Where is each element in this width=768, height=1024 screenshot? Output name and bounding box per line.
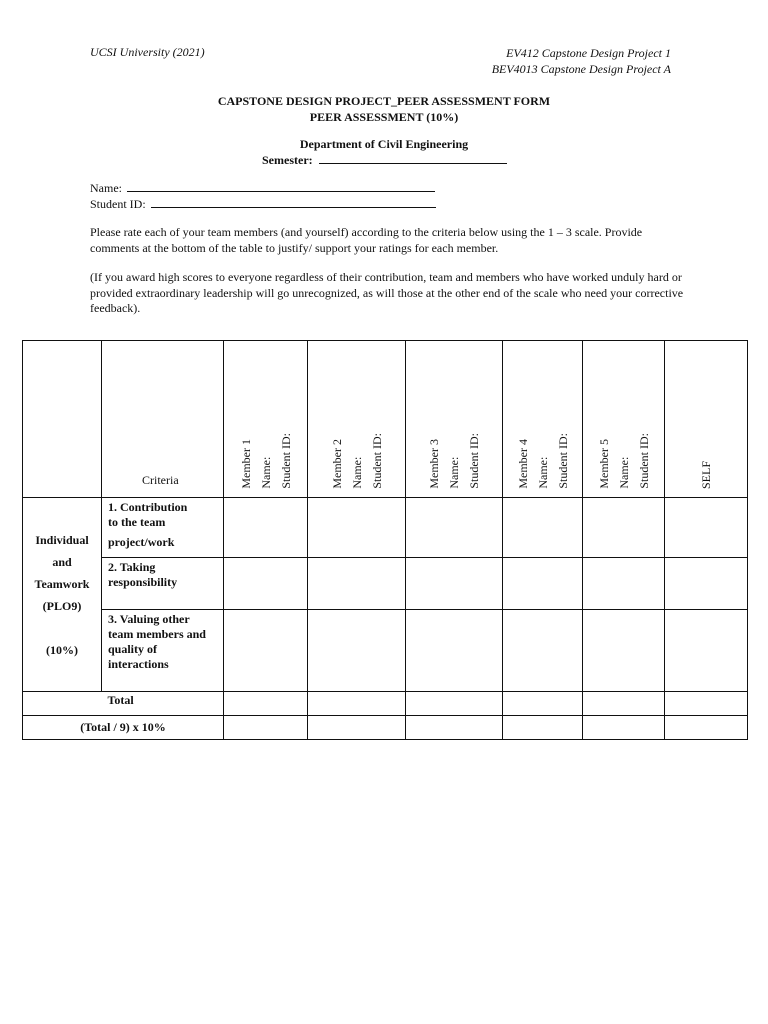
semester-label: Semester:: [262, 153, 313, 167]
member-2-student-id-label: Student ID:: [369, 433, 384, 489]
total-cell-m1[interactable]: [224, 692, 308, 716]
member-2-header: [308, 341, 406, 498]
weighted-cell-m3[interactable]: [406, 716, 503, 740]
criterion-3-line4: interactions: [108, 657, 169, 671]
criterion-2-line1: 2. Taking: [108, 560, 156, 574]
member-5-name-label: Name:: [616, 457, 631, 489]
criterion-1-line3: project/work: [108, 535, 175, 549]
member-1-name-label: Name:: [258, 457, 273, 489]
semester-field[interactable]: [262, 152, 507, 168]
member-1-student-id-label: Student ID:: [278, 433, 293, 489]
group-line1: Individual: [35, 532, 89, 547]
score-cell-c1-self[interactable]: [665, 498, 748, 558]
header-university: UCSI University (2021): [90, 45, 205, 59]
total-cell-m2[interactable]: [308, 692, 406, 716]
form-title-line2: PEER ASSESSMENT (10%): [309, 110, 459, 124]
score-cell-c1-m1[interactable]: [224, 498, 308, 558]
weighted-cell-m4[interactable]: [503, 716, 583, 740]
total-label: Total: [102, 692, 224, 716]
weighted-total-label: (Total / 9) x 10%: [23, 716, 224, 740]
total-row-blank: [23, 692, 102, 716]
peer-assessment-table: [22, 340, 748, 740]
student-id-field[interactable]: [90, 196, 436, 212]
score-cell-c1-m5[interactable]: [583, 498, 665, 558]
score-cell-c1-m2[interactable]: [308, 498, 406, 558]
weighted-cell-m2[interactable]: [308, 716, 406, 740]
member-4-header: [503, 341, 583, 498]
criterion-3-line1: 3. Valuing other: [108, 612, 190, 626]
member-3-name-label: Name:: [447, 457, 461, 489]
member-4-label: Member 4: [515, 439, 530, 489]
header-course-line1: EV412 Capstone Design Project 1: [506, 46, 671, 60]
criterion-3: [102, 610, 224, 692]
member-4-student-id-label: Student ID:: [555, 433, 570, 489]
total-cell-m4[interactable]: [503, 692, 583, 716]
empty-header-cell: [23, 341, 102, 498]
table-row: [23, 610, 748, 692]
score-cell-c2-m5[interactable]: [583, 558, 665, 610]
table-header-row: [23, 341, 748, 498]
instructions-note: (If you award high scores to everyone regardless of their contribution, team and members who have worked unduly hard or provided extraordinary leadership will go unrecognized, as will those at the other end of the scale who need your corrective feedback).: [90, 270, 684, 315]
score-cell-c3-m4[interactable]: [503, 610, 583, 692]
self-label: SELF: [699, 460, 713, 489]
student-id-label: Student ID:: [90, 197, 146, 211]
member-1-label: Member 1: [238, 439, 253, 489]
member-5-label: Member 5: [596, 439, 611, 489]
instructions-paragraph: Please rate each of your team members (and yourself) according to the criteria below using the 1 – 3 scale. Provide comments at the bottom of the table to justify/ support your ratings for each member.: [90, 225, 643, 255]
score-cell-c3-m1[interactable]: [224, 610, 308, 692]
score-cell-c2-self[interactable]: [665, 558, 748, 610]
criteria-header-cell: [102, 341, 224, 498]
total-cell-self[interactable]: [665, 692, 748, 716]
criterion-3-line3: quality of: [108, 642, 158, 656]
criterion-1-line2: to the team: [108, 515, 166, 529]
group-line5: (10%): [46, 642, 78, 657]
form-title: [0, 93, 768, 125]
weighted-cell-m5[interactable]: [583, 716, 665, 740]
weighted-cell-m1[interactable]: [224, 716, 308, 740]
score-cell-c2-m2[interactable]: [308, 558, 406, 610]
group-line4: (PLO9): [42, 598, 82, 613]
name-field[interactable]: [90, 180, 435, 196]
criteria-header: Criteria: [142, 473, 179, 487]
department: Department of Civil Engineering: [299, 137, 469, 151]
score-cell-c3-m3[interactable]: [406, 610, 503, 692]
score-cell-c3-self[interactable]: [665, 610, 748, 692]
member-3-label: Member 3: [427, 439, 441, 489]
name-label: Name:: [90, 181, 122, 195]
criterion-1: [102, 498, 224, 558]
criterion-2: [102, 558, 224, 610]
score-cell-c3-m5[interactable]: [583, 610, 665, 692]
header-course: [492, 45, 671, 77]
member-5-student-id-label: Student ID:: [636, 433, 651, 489]
assessment-group-cell: [23, 498, 102, 692]
student-id-blank[interactable]: [151, 196, 436, 208]
total-row: [23, 692, 748, 716]
member-2-name-label: Name:: [349, 457, 364, 489]
total-cell-m3[interactable]: [406, 692, 503, 716]
member-1-header: [224, 341, 308, 498]
score-cell-c2-m1[interactable]: [224, 558, 308, 610]
member-5-header: [583, 341, 665, 498]
group-line3: Teamwork: [34, 576, 90, 591]
score-cell-c1-m3[interactable]: [406, 498, 503, 558]
criterion-2-line2: responsibility: [108, 575, 178, 589]
member-4-name-label: Name:: [535, 457, 550, 489]
member-3-student-id-label: Student ID:: [467, 433, 481, 489]
score-cell-c2-m4[interactable]: [503, 558, 583, 610]
member-3-header: [406, 341, 503, 498]
group-line2: and: [52, 554, 72, 569]
total-cell-m5[interactable]: [583, 692, 665, 716]
table-row: [23, 558, 748, 610]
score-cell-c1-m4[interactable]: [503, 498, 583, 558]
score-cell-c3-m2[interactable]: [308, 610, 406, 692]
criterion-3-line2: team members and: [108, 627, 206, 641]
form-title-line1: CAPSTONE DESIGN PROJECT_PEER ASSESSMENT FORM: [217, 94, 551, 108]
weighted-total-row: [23, 716, 748, 740]
name-blank[interactable]: [127, 180, 435, 192]
self-header: [665, 341, 748, 498]
semester-blank[interactable]: [319, 152, 507, 164]
header-course-line2: BEV4013 Capstone Design Project A: [491, 62, 671, 76]
weighted-cell-self[interactable]: [665, 716, 748, 740]
member-2-label: Member 2: [329, 439, 344, 489]
score-cell-c2-m3[interactable]: [406, 558, 503, 610]
criterion-1-line1: 1. Contribution: [108, 500, 188, 514]
table-row: [23, 498, 748, 558]
